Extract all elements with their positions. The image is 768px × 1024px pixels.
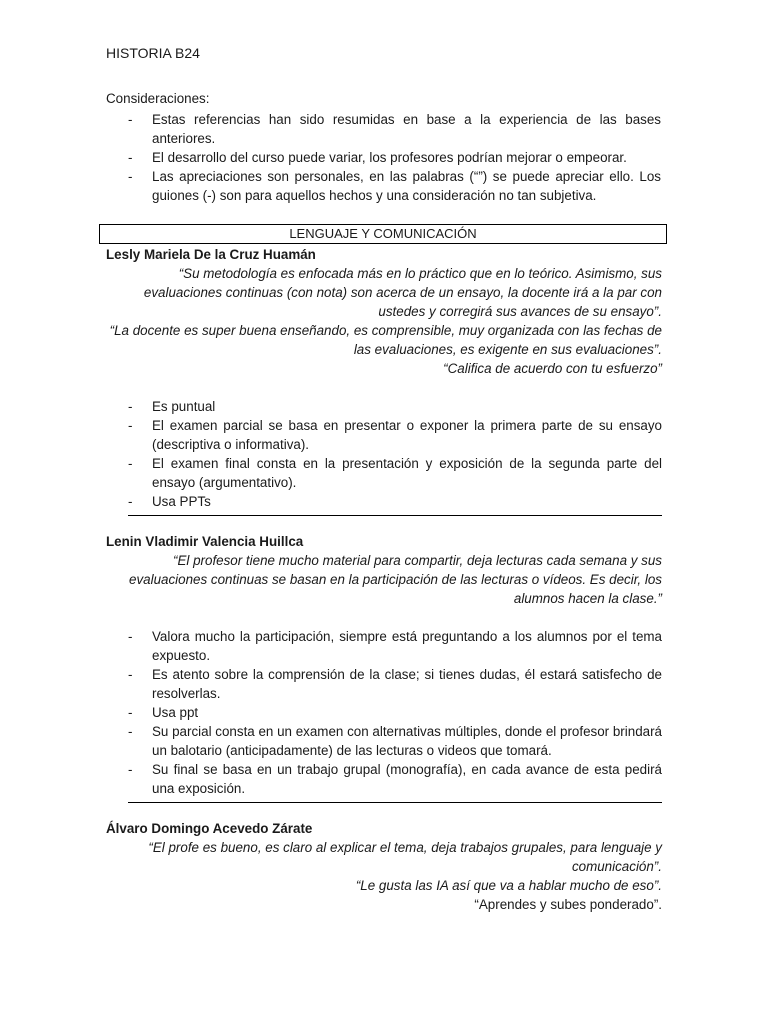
quote: “El profesor tiene mucho material para compartir, deja lecturas cada semana y sus evaluaciones continuas se basan en la participación de las lecturas o vídeos. Es decir, los alumnos hacen la clase.” xyxy=(129,553,662,606)
quote: “La docente es super buena enseñando, es comprensible, muy organizada con las fechas de las evaluaciones, es exigente en sus evaluaciones”. xyxy=(109,323,662,357)
professor-name: Lenin Vladimir Valencia Huillca xyxy=(106,534,304,549)
list-item: - Usa PPTs xyxy=(106,492,662,511)
section-divider xyxy=(128,515,662,516)
considerations-heading: Consideraciones: xyxy=(106,91,210,106)
list-item: - Es puntual xyxy=(106,397,662,416)
list-item: - Las apreciaciones son personales, en las palabras (“”) se puede apreciar ello. Los guiones (-) son para aquellos hechos y una consideración no tan subjetiva. xyxy=(106,167,661,205)
professor-name: Lesly Mariela De la Cruz Huamán xyxy=(106,247,316,262)
list-item: - El examen parcial se basa en presentar o exponer la primera parte de su ensayo (descriptiva o informativa). xyxy=(106,416,662,454)
considerations-list xyxy=(106,110,661,205)
quote: “Le gusta las IA así que va a hablar mucho de eso”. xyxy=(355,878,662,893)
professor-section xyxy=(106,245,662,516)
list-item: - Su final se basa en un trabajo grupal (monografía), en cada avance de esta pedirá una exposición. xyxy=(106,760,662,798)
section-divider xyxy=(128,802,662,803)
list-item: - Su parcial consta en un examen con alternativas múltiples, donde el profesor brindará un balotario (anticipadamente) de las lecturas o videos que tomará. xyxy=(106,722,662,760)
quote: “Aprendes y subes ponderado”. xyxy=(474,897,662,912)
quote: “Su metodología es enfocada más en lo práctico que en lo teórico. Asimismo, sus evaluaciones continuas (con nota) son acerca de un ensayo, la docente irá a la par con ustedes y corregirá sus avances de su ensayo”. xyxy=(143,266,662,319)
list-item: - Valora mucho la participación, siempre está preguntando a los alumnos por el tema expuesto. xyxy=(106,627,662,665)
quote: “El profe es bueno, es claro al explicar el tema, deja trabajos grupales, para lenguaje y comunicación”. xyxy=(148,840,662,874)
professor-section xyxy=(106,819,662,914)
list-item: - Estas referencias han sido resumidas en base a la experiencia de las bases anteriores. xyxy=(106,110,661,148)
professor-section xyxy=(106,532,662,803)
list-item: - Es atento sobre la comprensión de la clase; si tienes dudas, él estará satisfecho de resolverlas. xyxy=(106,665,662,703)
list-item: - El desarrollo del curso puede variar, los profesores podrían mejorar o empeorar. xyxy=(106,148,661,167)
quote: “Califica de acuerdo con tu esfuerzo” xyxy=(443,361,662,376)
document-title: HISTORIA B24 xyxy=(106,45,200,61)
section-title: LENGUAJE Y COMUNICACIÓN xyxy=(99,224,667,244)
list-item: - Usa ppt xyxy=(106,703,662,722)
list-item: - El examen final consta en la presentación y exposición de la segunda parte del ensayo (argumentativo). xyxy=(106,454,662,492)
professor-name: Álvaro Domingo Acevedo Zárate xyxy=(106,821,313,836)
